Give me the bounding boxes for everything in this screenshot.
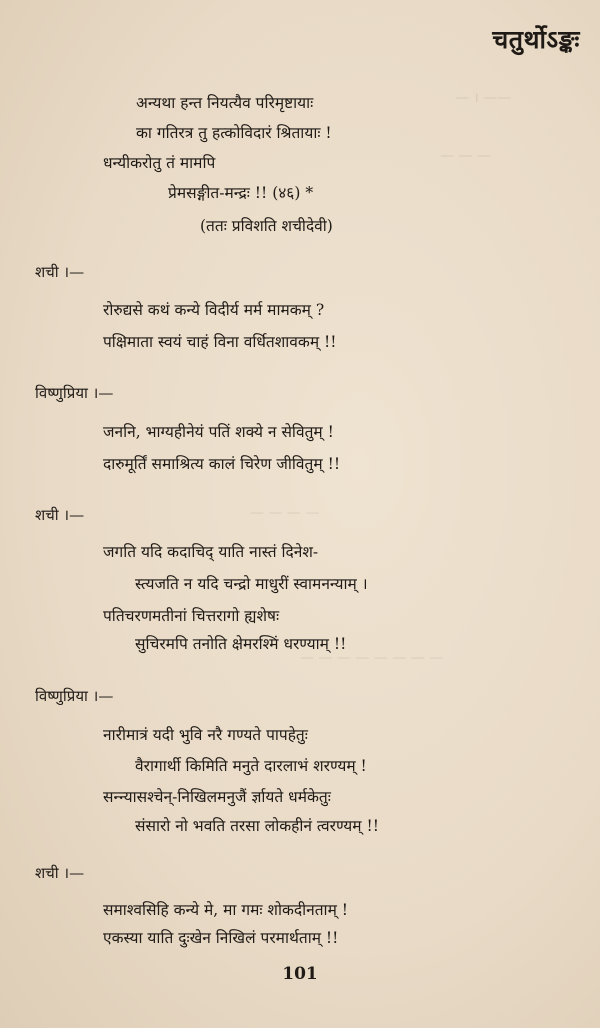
verse-line: समाश्वसिहि कन्ये मे, मा गमः शोकदीनताम् ! <box>103 901 348 919</box>
verse-line: संसारो नो भवति तरसा लोकहीनं त्वरण्यम् !! <box>135 817 379 835</box>
verse-line: पक्षिमाता स्वयं चाहं विना वर्धितशावकम् !! <box>103 333 337 351</box>
speaker-label: शची ।— <box>35 864 85 882</box>
verse-line: स्त्यजति न यदि चन्द्रो माधुरीं स्वामनन्याम् । <box>135 575 368 593</box>
verse-line: जननि, भाग्यहीनेयं पतिं शक्ये न सेवितुम् ! <box>103 423 334 441</box>
verse-line: का गतिरत्र तु हत्कोविदारं श्रितायाः ! <box>136 124 332 142</box>
verse-line: पतिचरणमतीनां चित्तरागो ह्यशेषः <box>103 607 280 625</box>
bleed-through-text: — — — <box>440 148 491 164</box>
verse-line: एकस्या याति दुःखेन निखिलं परमार्थताम् !! <box>103 929 339 947</box>
bleed-through-text: — — — — <box>250 505 320 521</box>
verse-line: जगति यदि कदाचिद् याति नास्तं दिनेश- <box>103 543 319 561</box>
verse-line: धन्यीकरोतु तं मामपि <box>103 154 216 172</box>
verse-line: सन्न्यासश्चेन्-निखिलमनुजैं र्ज्ञायते धर्मकेतुः <box>103 788 331 806</box>
verse-line: रोरुद्यसे कथं कन्ये विदीर्य मर्म मामकम् ? <box>103 301 325 319</box>
speaker-label: विष्णुप्रिया ।— <box>35 384 114 402</box>
page-number: 101 <box>282 964 318 984</box>
verse-line: नारीमात्रं यदी भुवि नरै गण्यते पापहेतुः <box>103 726 308 744</box>
verse-line: अन्यथा हन्त नियत्यैव परिमृष्टायाः <box>136 94 314 112</box>
bleed-through-text: — — — — — — — — <box>300 650 444 666</box>
verse-line: वैरागार्थी किमिति मनुते दारलाभं शरण्यम् ! <box>135 757 367 775</box>
bleed-through-text: — । —— <box>455 90 512 106</box>
chapter-header: चतुर्थोऽङ्कः <box>492 25 580 54</box>
verse-line: सुचिरमपि तनोति क्षेमरश्मिं धरण्याम् !! <box>135 635 347 653</box>
verse-line: प्रेमसङ्गीत-मन्द्रः !! (४६) * <box>168 184 314 202</box>
speaker-label: शची ।— <box>35 506 85 524</box>
speaker-label: शची ।— <box>35 263 85 281</box>
verse-line: दारुमूर्तिं समाश्रित्य कालं चिरेण जीवितुम् !! <box>103 455 341 473</box>
speaker-label: विष्णुप्रिया ।— <box>35 687 114 705</box>
stage-direction: (ततः प्रविशति शचीदेवी) <box>200 217 333 235</box>
